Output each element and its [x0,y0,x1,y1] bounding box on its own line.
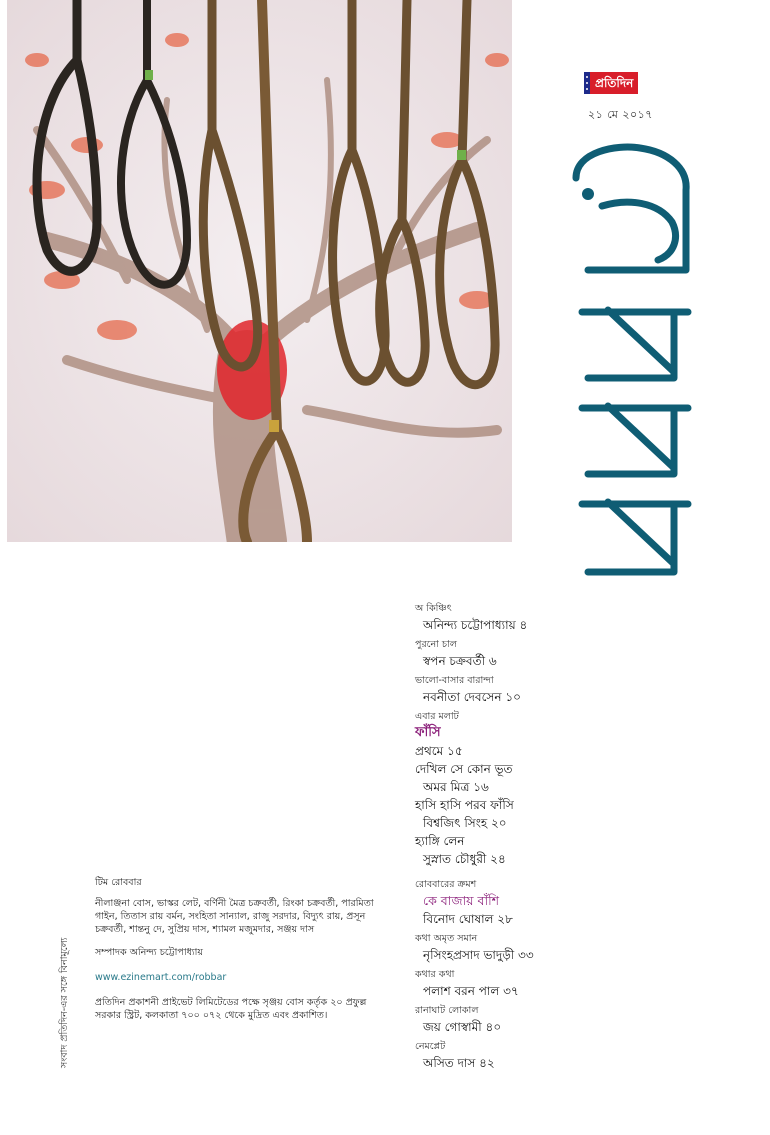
cover-story-title[interactable]: ফাঁসি [415,725,441,740]
toc-section-label: অ কিঞ্চিৎ [415,603,452,614]
serial-title[interactable]: কে বাজায় বাঁশি [423,893,500,908]
toc-entry[interactable]: হাসি হাসি পরব ফাঁসি [415,798,514,812]
toc-entry[interactable]: অনিন্দ্য চট্টোপাধ্যায় ৪ [423,618,528,632]
toc-section-label: রানাঘাট লোকাল [415,1005,479,1016]
toc-section-label: ভালো-বাসার বারান্দা [415,675,494,686]
masthead-title-art [568,142,700,582]
credits-block [95,876,375,1022]
toc-entry[interactable]: প্রথমে ১৫ [415,744,463,758]
logo-text: প্রতিদিন [590,72,638,94]
toc-section-label: কথার কথা [415,969,455,980]
team-title: টিম রোববার [95,877,142,888]
editor-credit: সম্পাদক অনিন্দ্য চট্টোপাধ্যায় [95,947,204,958]
toc-entry[interactable]: হ্যাঙ্গি লেন [415,834,465,848]
issue-date: ২১ মে ২০১৭ [588,108,653,121]
toc-entry[interactable]: সুস্নাত চৌধুরী ২৪ [423,852,506,866]
toc-section-label: এবার মলাট [415,711,459,722]
toc-section-label: পুরনো চাল [415,639,457,650]
toc-entry[interactable]: স্বপন চক্রবর্তী ৬ [423,654,497,668]
toc-section-label: নেমপ্লেট [415,1041,446,1052]
toc-entry[interactable]: নবনীতা দেবসেন ১০ [423,690,521,704]
toc-entry[interactable]: জয় গোস্বামী ৪০ [423,1020,502,1034]
team-names: নীলাঞ্জনা বোস, ভাস্কর লেট, বর্ণিনী মৈত্র চক্রবর্তী, রিংকা চক্রবর্তী, পারমিতা গাইন, তিতাস রায় বর্মন, সংহিতা সান্যাল, রাজু সরদার, বিদ্যুৎ রায়, প্রসূন চক্রবর্তী, শান্তনু দে, সুপ্রিয় দাস, শ্যামল মজুমদার, সঞ্জয় দাস [95,898,374,935]
website-link[interactable]: www.ezinemart.com/robbar [95,972,227,983]
toc-entry[interactable]: বিনোদ ঘোষাল ২৮ [423,912,513,926]
vertical-free-note: সংবাদ প্রতিদিন-এর সঙ্গে বিনামূল্যে [59,937,70,1068]
newspaper-logo [584,72,638,94]
toc-entry[interactable]: নৃসিংহপ্রসাদ ভাদুড়ী ৩৩ [423,948,534,962]
table-of-contents [415,598,615,1072]
toc-entry[interactable]: অসিত দাস ৪২ [423,1056,495,1070]
toc-entry[interactable]: অমর মিত্র ১৬ [423,780,489,794]
toc-entry[interactable]: পলাশ বরন পাল ৩৭ [423,984,519,998]
toc-entry[interactable]: বিশ্বজিৎ সিংহ ২০ [423,816,507,830]
toc-section-label: রোববারের ক্রমশ [415,879,477,890]
cover-photo [7,0,512,542]
publisher-imprint: প্রতিদিন প্রকাশনী প্রাইভেট লিমিটেডের পক্ষে সৃঞ্জয় বোস কর্তৃক ২০ প্রফুল্ল সরকার স্ট্রিট, কলকাতা ৭০০ ০৭২ থেকে মুদ্রিত এবং প্রকাশিত। [95,997,367,1021]
toc-section-label: কথা অমৃত সমান [415,933,478,944]
toc-entry[interactable]: দেখিল সে কোন ভূত [415,762,513,776]
